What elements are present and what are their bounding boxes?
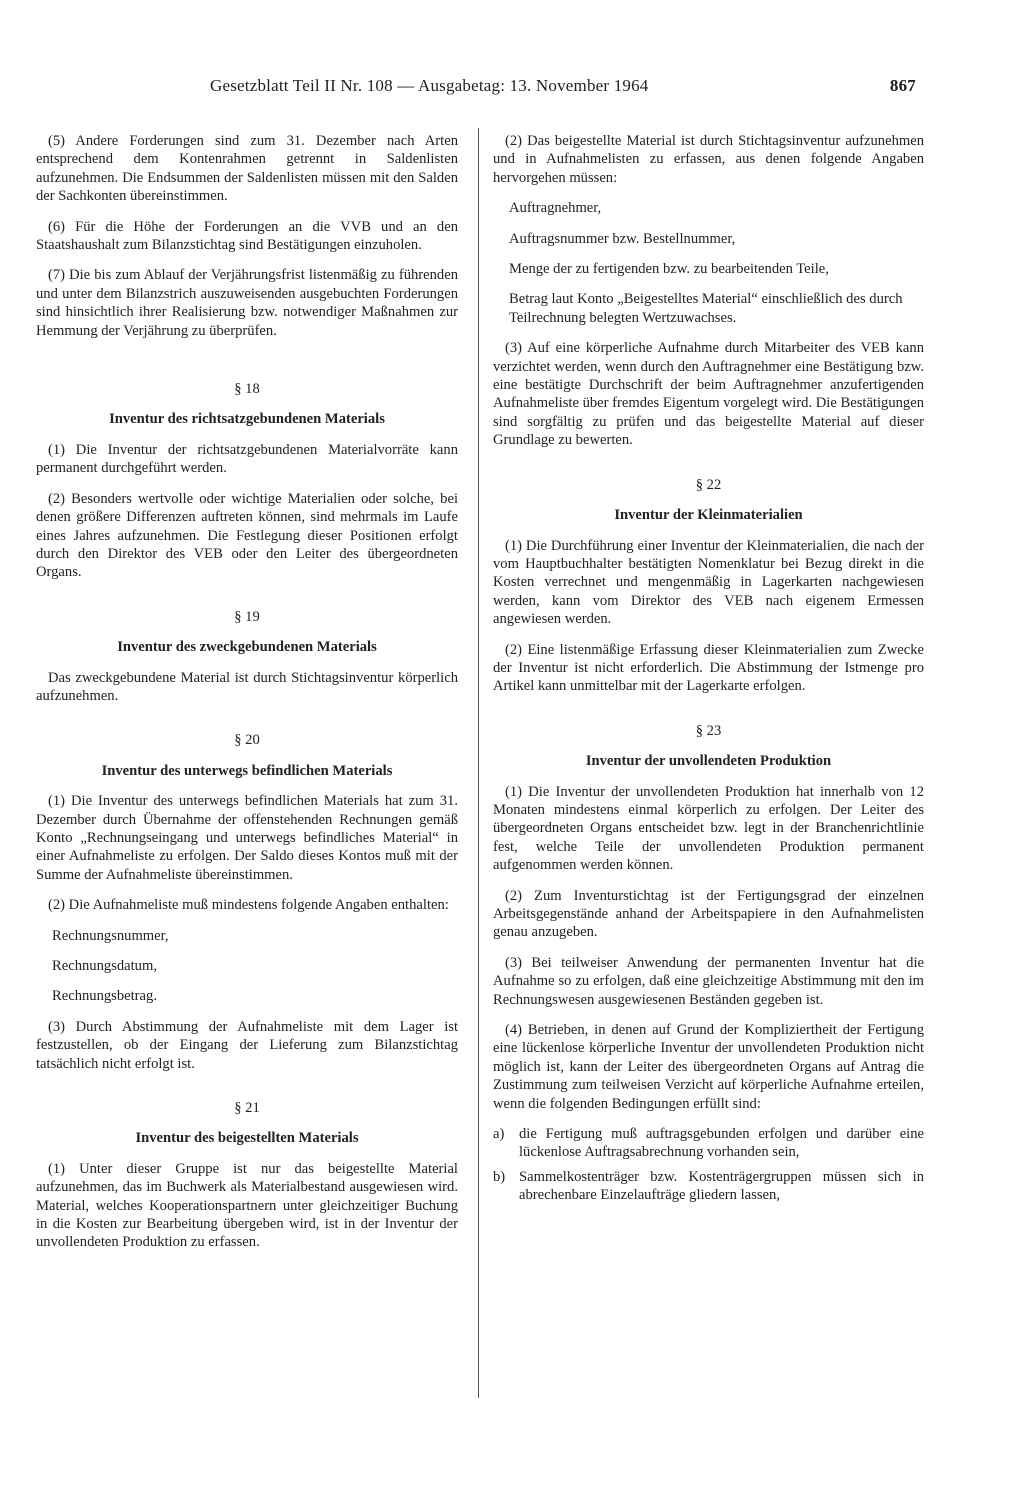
paragraph: (6) Für die Höhe der Forderungen an die VVB und an den Staatshaushalt zum Bilanzstichtag sind Bestätigungen einzuholen. [36, 218, 458, 254]
list-item: Rechnungsnummer, [52, 927, 169, 944]
paragraph: (2) Besonders wertvolle oder wichtige Materialien oder solche, bei denen größere Differenzen auftreten können, sind mehrmals im Laufe eines Jahres aufzunehmen. Die Festlegung dieser Positionen erfolgt durch den Direktor des VEB oder den Leiter des übergeordneten Organs. [36, 490, 458, 581]
section-number-18: § 18 [234, 381, 260, 398]
paragraph: (2) Eine listenmäßige Erfassung dieser Kleinmaterialien zum Zwecke der Inventur ist nicht erforderlich. Die Abstimmung der Istmenge pro Artikel kann unmittelbar mit der Lagerkarte erfolgen. [493, 641, 924, 695]
section-number-23: § 23 [695, 722, 722, 739]
list-item: Auftragnehmer, [509, 200, 602, 217]
list-item: Auftragsnummer bzw. Bestellnummer, [509, 230, 736, 247]
list-item: Betrag laut Konto „Beigestelltes Material“ einschließlich des durch Teilrechnung belegten Wertzuwachses. [509, 291, 903, 326]
paragraph: (4) Betrieben, in denen auf Grund der Kompliziertheit der Fertigung eine lückenlose körperliche Inventur der unvollendeten Produktion nicht möglich ist, kann der Leiter des übergeordneten Organs auf Antrag die Zustimmung zum teilweisen Verzicht auf körperliche Aufnahme erteilen, wenn die folgenden Bedingungen erfüllt sind: [493, 1022, 924, 1112]
paragraph: (1) Die Inventur des unterwegs befindlichen Materials hat zum 31. Dezember durch Übernahme der offenstehenden Rechnungen gemäß Konto „Rechnungseingang und unterwegs befindliches Material“ in einer Aufnahmeliste zu erfolgen. Der Saldo dieses Kontos muß mit der Summe der Aufnahmeliste übereinstimmen. [36, 793, 458, 883]
list-label: a) [493, 1126, 505, 1143]
list-item: Rechnungsbetrag. [52, 988, 157, 1005]
right-column [493, 132, 924, 1211]
section-heading-23: Inventur der unvollendeten Produktion [585, 753, 832, 770]
left-column [36, 132, 458, 1264]
paragraph: (2) Das beigestellte Material ist durch Stichtagsinventur aufzunehmen und in Aufnahmelisten zu erfassen, aus denen folgende Angaben hervorgehen müssen: [493, 133, 924, 186]
section-number-22: § 22 [695, 476, 722, 493]
paragraph: (3) Auf eine körperliche Aufnahme durch Mitarbeiter des VEB kann verzichtet werden, wenn durch den Auftragnehmer eine Bestätigung bzw. eine bestätigte Durchschrift der beim Auftragnehmer anzufertigenden Aufnahmeliste über fremdes Eigentum vorgelegt wird. Die Bestätigungen sind sorgfältig zu prüfen und das beigestellte Material auf dieser Grundlage zu bewerten. [493, 340, 924, 449]
list-item: Rechnungsdatum, [52, 958, 157, 974]
gazette-header-title: Gesetzblatt Teil II Nr. 108 — Ausgabetag: 13. November 1964 [210, 76, 649, 95]
paragraph: (3) Bei teilweiser Anwendung der permanenten Inventur hat die Aufnahme so zu erfolgen, daß eine gleichzeitige Abstimmung mit den im Rechnungswesen ausgewiesenen Beständen gegeben ist. [493, 954, 924, 1008]
paragraph: (2) Zum Inventurstichtag ist der Fertigungsgrad der einzelnen Arbeitsgegenstände anhand der Arbeitspapiere in den Aufnahmelisten genau anzugeben. [493, 887, 924, 941]
paragraph: (2) Die Aufnahmeliste muß mindestens folgende Angaben enthalten: [48, 897, 449, 914]
paragraph: Das zweckgebundene Material ist durch Stichtagsinventur körperlich aufzunehmen. [36, 669, 458, 704]
section-number-20: § 20 [234, 732, 260, 749]
section-number-21: § 21 [234, 1100, 260, 1117]
list-label: b) [493, 1168, 506, 1185]
section-number-19: § 19 [234, 608, 260, 625]
paragraph: (1) Unter dieser Gruppe ist nur das beigestellte Material aufzunehmen, das im Buchwerk als Materialbestand ausgewiesen wird. Material, welches Kooperationspartnern unter gleichzeitiger Buchung in die Kosten zur Bearbeitung übergeben wird, ist in der Inventur der unvollendeten Produktion zu erfassen. [36, 1160, 458, 1251]
paragraph: (3) Durch Abstimmung der Aufnahmeliste mit dem Lager ist festzustellen, ob der Eingang der Lieferung zum Bilanzstichtag tatsächlich nicht erfolgt ist. [36, 1018, 458, 1072]
list-text: Sammelkostenträger bzw. Kostenträgergruppen müssen sich in abrechenbare Einzelaufträge gliedern lassen, [519, 1168, 924, 1204]
condition-item-b [493, 1168, 924, 1205]
paragraph: (7) Die bis zum Ablauf der Verjährungsfrist listenmäßig zu führenden und unter dem Bilanzstrich auszuweisenden ausgebuchten Forderungen sind hinsichtlich ihrer Realisierung bzw. notwendiger Maßnahmen zur Hemmung der Verjährung zu überprüfen. [36, 267, 458, 339]
page-number: 867 [889, 76, 916, 95]
paragraph: (1) Die Inventur der unvollendeten Produktion hat innerhalb von 12 Monaten mindestens einmal körperlich zu erfolgen. Der Leiter des übergeordneten Organs entscheidet bzw. legt in der Branchenrichtlinie fest, welche Teile der unvollendeten Produktion permanent aufgenommen werden können. [493, 783, 924, 874]
section-heading-18: Inventur des richtsatzgebundenen Materials [109, 411, 385, 428]
section-heading-21: Inventur des beigestellten Materials [135, 1130, 359, 1147]
paragraph: (1) Die Durchführung einer Inventur der Kleinmaterialien, die nach der vom Hauptbuchhalter bestätigten Nomenklatur bei Bezug direkt in die Kosten verrechnet und mengenmäßig in Lagerkarten nachgewiesen werden, kann vom Direktor des VEB nach eigenem Ermessen angewiesen werden. [493, 537, 924, 628]
paragraph: (5) Andere Forderungen sind zum 31. Dezember nach Arten entsprechend dem Kontenrahmen getrennt in Saldenlisten aufzunehmen. Die Endsummen der Saldenlisten müssen mit den Salden der Sachkonten übereinstimmen. [36, 133, 458, 205]
list-text: die Fertigung muß auftragsgebunden erfolgen und darüber eine lückenlose Auftragsabrechnung vorhanden sein, [519, 1126, 924, 1161]
column-divider [478, 128, 479, 1398]
section-heading-22: Inventur der Kleinmaterialien [614, 507, 803, 524]
list-item: Menge der zu fertigenden bzw. zu bearbeitenden Teile, [509, 261, 829, 278]
section-heading-20: Inventur des unterwegs befindlichen Materials [101, 762, 393, 779]
condition-item-a [493, 1125, 924, 1162]
paragraph: (1) Die Inventur der richtsatzgebundenen Materialvorräte kann permanent durchgeführt werden. [36, 441, 458, 477]
section-heading-19: Inventur des zweckgebundenen Materials [117, 639, 377, 656]
